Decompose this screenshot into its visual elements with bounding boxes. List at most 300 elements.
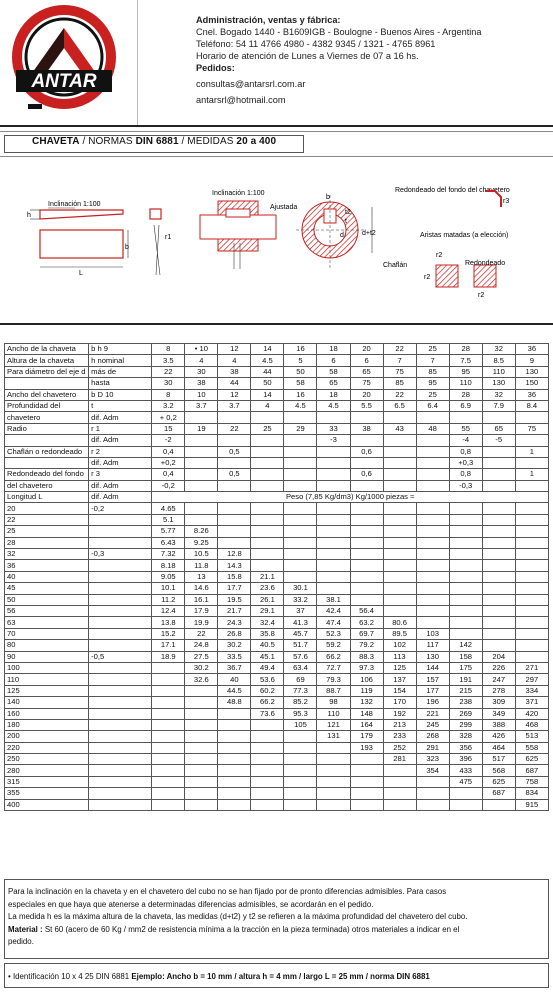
weight-cell: 19.9 [185, 617, 218, 628]
weight-cell: 69.7 [350, 628, 383, 639]
weight-cell [251, 537, 284, 548]
weight-cell [218, 788, 251, 799]
weight-cell: 170 [383, 697, 416, 708]
row-label: Profundidad del [5, 400, 89, 411]
table-cell: 4 [218, 355, 251, 366]
table-cell: 0,8 [449, 469, 482, 480]
weight-cell [383, 605, 416, 616]
weight-cell: 17.9 [185, 605, 218, 616]
weight-cell [284, 788, 317, 799]
title-bar [0, 131, 553, 157]
table-cell: 7 [383, 355, 416, 366]
table-row [5, 685, 549, 696]
svg-text:Redondeado: Redondeado [465, 260, 506, 267]
weight-cell [185, 708, 218, 719]
weight-cell: 49.4 [251, 662, 284, 673]
table-cell [251, 457, 284, 468]
length-value: 110 [5, 674, 89, 685]
table-cell [383, 435, 416, 446]
table-row [5, 583, 549, 594]
table-cell [350, 480, 383, 491]
weight-cell [284, 731, 317, 742]
row-label: Altura de la chaveta [5, 355, 89, 366]
weight-cell: 192 [383, 708, 416, 719]
weight-cell [350, 788, 383, 799]
weight-cell [185, 685, 218, 696]
table-cell: 58 [284, 378, 317, 389]
length-tolerance [89, 788, 152, 799]
weight-cell: 834 [515, 788, 548, 799]
weight-cell: 11.8 [185, 560, 218, 571]
table-cell: 150 [515, 378, 548, 389]
weight-cell: 13.8 [152, 617, 185, 628]
note-line-3: La medida h es la máxima altura de la chaveta, las medidas (d+t2) y t2 se refieren a la máxima profundidad del chavetero del cubo. [8, 912, 468, 922]
table-cell: 1 [515, 469, 548, 480]
weight-cell [482, 526, 515, 537]
weight-cell [383, 560, 416, 571]
weight-cell: 196 [416, 697, 449, 708]
weight-cell [284, 549, 317, 560]
length-value: 56 [5, 605, 89, 616]
weight-cell: 63.2 [350, 617, 383, 628]
length-value: 160 [5, 708, 89, 719]
weight-cell [515, 526, 548, 537]
weight-cell [482, 560, 515, 571]
weight-cell: 69 [284, 674, 317, 685]
length-tolerance [89, 731, 152, 742]
weight-cell [416, 503, 449, 514]
weight-cell [482, 628, 515, 639]
table-cell: 0,6 [350, 469, 383, 480]
row-label [5, 457, 89, 468]
length-value: 36 [5, 560, 89, 571]
svg-text:Chaflán: Chaflán [383, 262, 408, 269]
spec-table-wrapper [4, 343, 549, 811]
table-cell [317, 412, 350, 423]
table-cell: -0,2 [152, 480, 185, 491]
table-cell [515, 457, 548, 468]
weight-cell: 464 [482, 742, 515, 753]
weight-cell: 131 [317, 731, 350, 742]
weight-cell: 268 [416, 731, 449, 742]
length-value: 400 [5, 799, 89, 810]
weight-caption: Peso (7,85 Kg/dm3) Kg/1000 piezas ≈ [152, 492, 549, 503]
table-cell [416, 412, 449, 423]
table-row [5, 651, 549, 662]
row-label: Radio [5, 423, 89, 434]
svg-text:b: b [125, 244, 129, 251]
length-tolerance [89, 674, 152, 685]
weight-cell [416, 583, 449, 594]
table-cell: 16 [284, 344, 317, 355]
table-cell: 7.9 [482, 400, 515, 411]
weight-cell [251, 503, 284, 514]
length-tolerance [89, 719, 152, 730]
weight-cell: 142 [449, 640, 482, 651]
weight-cell: 32.6 [185, 674, 218, 685]
weight-cell: 30.2 [185, 662, 218, 673]
weight-cell [416, 571, 449, 582]
weight-cell [251, 776, 284, 787]
weight-cell: 16.1 [185, 594, 218, 605]
weight-cell: 59.2 [317, 640, 350, 651]
table-cell [251, 469, 284, 480]
table-cell [185, 446, 218, 457]
weight-cell [152, 685, 185, 696]
weight-cell: 88.7 [317, 685, 350, 696]
length-value: 125 [5, 685, 89, 696]
weight-cell: 15.8 [218, 571, 251, 582]
key-in-hub [226, 209, 250, 217]
weight-cell [152, 742, 185, 753]
weight-cell [515, 594, 548, 605]
table-cell: 4.5 [284, 400, 317, 411]
weight-cell: 475 [449, 776, 482, 787]
table-cell: 75 [350, 378, 383, 389]
length-tolerance [89, 526, 152, 537]
weight-cell [284, 754, 317, 765]
table-cell: 50 [251, 378, 284, 389]
table-cell [251, 412, 284, 423]
table-cell: 30 [185, 366, 218, 377]
table-cell: 5 [284, 355, 317, 366]
weight-cell [482, 549, 515, 560]
length-tolerance [89, 776, 152, 787]
length-tolerance [89, 571, 152, 582]
weight-cell: 24.3 [218, 617, 251, 628]
table-row [5, 526, 549, 537]
table-cell: 7 [416, 355, 449, 366]
weight-cell: 8.18 [152, 560, 185, 571]
weight-cell [482, 571, 515, 582]
contact-phone: Teléfono: 54 11 4766 4980 - 4382 9345 / 1321 - 4765 8961 [196, 39, 436, 49]
weight-cell: 38.1 [317, 594, 350, 605]
weight-cell: 26.8 [218, 628, 251, 639]
weight-cell: 32.4 [251, 617, 284, 628]
length-value: 220 [5, 742, 89, 753]
weight-cell: 568 [482, 765, 515, 776]
table-cell [383, 480, 416, 491]
weight-cell [218, 514, 251, 525]
table-cell [185, 435, 218, 446]
table-cell: 10 [185, 389, 218, 400]
weight-cell [350, 754, 383, 765]
weight-cell [152, 731, 185, 742]
weight-cell [284, 514, 317, 525]
row-symbol: b D 10 [89, 389, 152, 400]
table-cell: 18 [317, 344, 350, 355]
weight-cell [449, 617, 482, 628]
weight-cell: 117 [416, 640, 449, 651]
weight-cell: 27.5 [185, 651, 218, 662]
length-value: 355 [5, 788, 89, 799]
length-tolerance: -0,3 [89, 549, 152, 560]
weight-cell [185, 776, 218, 787]
table-cell: 9 [515, 355, 548, 366]
table-row [5, 492, 549, 503]
length-tolerance [89, 605, 152, 616]
weight-cell [284, 765, 317, 776]
weight-cell [185, 731, 218, 742]
weight-cell [416, 788, 449, 799]
table-row [5, 514, 549, 525]
svg-text:r3: r3 [503, 198, 510, 205]
length-value: 280 [5, 765, 89, 776]
table-cell: 6 [350, 355, 383, 366]
table-cell [416, 446, 449, 457]
weight-cell [152, 776, 185, 787]
weight-cell: 41.3 [284, 617, 317, 628]
table-row [5, 469, 549, 480]
table-cell [218, 412, 251, 423]
svg-text:r2: r2 [424, 274, 431, 281]
length-tolerance: -0,2 [89, 503, 152, 514]
weight-cell: 26.1 [251, 594, 284, 605]
table-cell: 8 [152, 344, 185, 355]
weight-cell [383, 788, 416, 799]
label-redondeado-fondo: Redondeado del fondo del chavetero [395, 187, 510, 194]
weight-cell: 73.6 [251, 708, 284, 719]
weight-cell [449, 605, 482, 616]
weight-cell: 297 [515, 674, 548, 685]
table-cell: 32 [482, 389, 515, 400]
weight-cell [383, 583, 416, 594]
weight-cell: 30.2 [218, 640, 251, 651]
weight-cell [218, 719, 251, 730]
weight-cell: 47.4 [317, 617, 350, 628]
weight-cell [185, 697, 218, 708]
weight-cell [251, 754, 284, 765]
length-value: 28 [5, 537, 89, 548]
weight-cell: 53.6 [251, 674, 284, 685]
weight-cell [317, 765, 350, 776]
table-cell: 20 [350, 344, 383, 355]
weight-cell [416, 560, 449, 571]
weight-cell [482, 605, 515, 616]
table-cell: 22 [383, 344, 416, 355]
table-cell: 0,4 [152, 446, 185, 457]
table-row [5, 560, 549, 571]
weight-cell [449, 788, 482, 799]
table-row [5, 389, 549, 400]
weight-cell [317, 503, 350, 514]
weight-cell: 281 [383, 754, 416, 765]
weight-cell: 271 [515, 662, 548, 673]
row-symbol: hasta [89, 378, 152, 389]
weight-cell [185, 765, 218, 776]
table-cell: +0,2 [152, 457, 185, 468]
table-cell: 25 [416, 389, 449, 400]
table-row [5, 776, 549, 787]
weight-cell: 110 [317, 708, 350, 719]
table-row [5, 754, 549, 765]
table-cell: 33 [317, 423, 350, 434]
table-cell: + 0,2 [152, 412, 185, 423]
weight-cell: 125 [383, 662, 416, 673]
table-cell [482, 480, 515, 491]
weight-cell: 23.6 [251, 583, 284, 594]
weight-cell: 269 [449, 708, 482, 719]
weight-cell: 40.5 [251, 640, 284, 651]
svg-text:L: L [79, 270, 83, 277]
weight-cell [218, 742, 251, 753]
weight-cell: 137 [383, 674, 416, 685]
weight-cell [416, 617, 449, 628]
table-cell: 0,4 [152, 469, 185, 480]
key-end-view [150, 209, 161, 219]
weight-cell [515, 503, 548, 514]
weight-cell [482, 503, 515, 514]
table-cell [284, 435, 317, 446]
length-tolerance [89, 594, 152, 605]
weight-cell: 154 [383, 685, 416, 696]
table-cell: 14 [251, 389, 284, 400]
table-cell: 3.7 [185, 400, 218, 411]
weight-cell: 193 [350, 742, 383, 753]
table-cell: 65 [482, 423, 515, 434]
table-cell [449, 412, 482, 423]
length-value: 25 [5, 526, 89, 537]
weight-cell [251, 526, 284, 537]
weight-cell [515, 583, 548, 594]
weight-cell: 29.1 [251, 605, 284, 616]
weight-cell [284, 776, 317, 787]
table-cell: -0,3 [449, 480, 482, 491]
length-tolerance [89, 742, 152, 753]
weight-cell [218, 731, 251, 742]
weight-cell: 33.5 [218, 651, 251, 662]
weight-cell: 17.7 [218, 583, 251, 594]
table-cell: 44 [218, 378, 251, 389]
length-value: 180 [5, 719, 89, 730]
weight-cell: 158 [449, 651, 482, 662]
weight-cell: 19.5 [218, 594, 251, 605]
table-cell [185, 412, 218, 423]
table-cell: 22 [152, 366, 185, 377]
table-cell: -3 [317, 435, 350, 446]
length-value: 250 [5, 754, 89, 765]
table-cell [284, 469, 317, 480]
weight-cell: 12.8 [218, 549, 251, 560]
weight-cell: 77.3 [284, 685, 317, 696]
table-row [5, 446, 549, 457]
weight-cell [515, 549, 548, 560]
table-cell [251, 480, 284, 491]
svg-text:h: h [27, 212, 31, 219]
weight-cell [449, 526, 482, 537]
table-row [5, 366, 549, 377]
table-cell: 4.5 [251, 355, 284, 366]
row-symbol: r 1 [89, 423, 152, 434]
row-symbol: dif. Adm [89, 435, 152, 446]
weight-cell: 21.1 [251, 571, 284, 582]
table-cell: 5.5 [350, 400, 383, 411]
email-link-1[interactable]: consultas@antarsrl.com.ar [196, 79, 306, 89]
table-cell: 12 [218, 389, 251, 400]
table-cell [416, 480, 449, 491]
weight-cell: 433 [449, 765, 482, 776]
weight-cell [350, 549, 383, 560]
table-cell: 4.5 [317, 400, 350, 411]
weight-cell: 13 [185, 571, 218, 582]
note-line-1: Para la inclinación en la chaveta y en el chavetero del cubo no se han fijado por de pronto diferencias admisibles. Para casos [8, 887, 447, 896]
weight-cell: 51.7 [284, 640, 317, 651]
weight-cell: 119 [350, 685, 383, 696]
table-cell: 3.7 [218, 400, 251, 411]
length-tolerance [89, 662, 152, 673]
table-cell: 130 [482, 378, 515, 389]
table-row [5, 344, 549, 355]
weight-cell [218, 765, 251, 776]
example-prefix: • Identificación 10 x 4 25 DIN 6881 [8, 972, 132, 981]
svg-text:r1: r1 [165, 234, 172, 241]
weight-cell: 238 [449, 697, 482, 708]
table-cell: 0,5 [218, 469, 251, 480]
table-cell: 0,6 [350, 446, 383, 457]
weight-cell [350, 765, 383, 776]
table-cell: 1 [515, 446, 548, 457]
weight-cell: 513 [515, 731, 548, 742]
weight-cell: 79.2 [350, 640, 383, 651]
contact-heading: Administración, ventas y fábrica: [196, 15, 341, 25]
contact-hours: Horario de atención de Lunes a Viernes de 07 a 16 hs. [196, 51, 419, 61]
weight-cell [350, 503, 383, 514]
weight-cell: 60.2 [251, 685, 284, 696]
length-value: 20 [5, 503, 89, 514]
weight-cell: 9.25 [185, 537, 218, 548]
table-cell [515, 480, 548, 491]
weight-cell [449, 514, 482, 525]
weight-cell [482, 617, 515, 628]
table-cell: -5 [482, 435, 515, 446]
table-row [5, 640, 549, 651]
weight-cell [482, 514, 515, 525]
length-dif-label: dif. Adm [89, 492, 152, 503]
table-cell: 4 [185, 355, 218, 366]
weight-cell: 48.8 [218, 697, 251, 708]
table-row [5, 412, 549, 423]
table-row [5, 674, 549, 685]
row-symbol: b h 9 [89, 344, 152, 355]
table-cell [317, 446, 350, 457]
svg-text:r2: r2 [436, 252, 443, 259]
table-row [5, 617, 549, 628]
table-cell [383, 412, 416, 423]
table-cell: 28 [449, 389, 482, 400]
table-cell [482, 446, 515, 457]
weight-cell [449, 537, 482, 548]
table-row [5, 378, 549, 389]
table-cell [218, 480, 251, 491]
length-tolerance [89, 708, 152, 719]
weight-cell: 354 [416, 765, 449, 776]
length-tolerance [89, 765, 152, 776]
table-row [5, 719, 549, 730]
weight-cell [152, 799, 185, 810]
weight-cell [152, 674, 185, 685]
weight-cell: 687 [482, 788, 515, 799]
weight-cell: 625 [515, 754, 548, 765]
table-cell: 4 [251, 400, 284, 411]
weight-cell: 45.7 [284, 628, 317, 639]
table-cell: 18 [317, 389, 350, 400]
table-cell: 6.9 [449, 400, 482, 411]
email-link-2[interactable]: antarsrl@hotmail.com [196, 95, 286, 105]
weight-cell [185, 742, 218, 753]
length-tolerance [89, 617, 152, 628]
length-value: 200 [5, 731, 89, 742]
weight-cell: 72.7 [317, 662, 350, 673]
